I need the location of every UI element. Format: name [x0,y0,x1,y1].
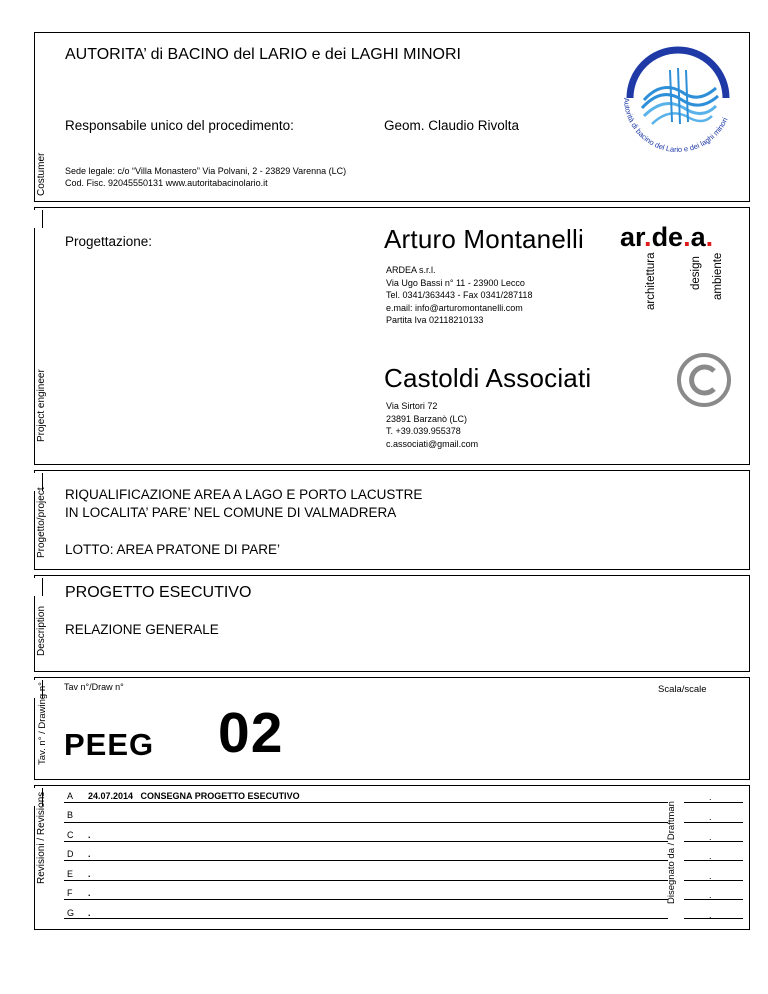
revisions-side-label: Revisioni / Revisions [36,791,47,884]
firm1-line: Tel. 0341/363443 - Fax 0341/287118 [386,290,533,300]
revision-letter: F [67,888,73,898]
project-lot: LOTTO: AREA PRATONE DI PARE’ [65,542,281,557]
ardea-logo-ar: ar [620,222,645,252]
svg-text:Autorità di bacino del Lario e [622,98,730,154]
description-side-label: Description [36,605,47,656]
drafter-label: Disegnato da / Draftman [666,801,677,904]
revision-description: 24.07.2014 CONSEGNA PROGETTO ESECUTIVO [88,791,300,801]
revisions-panel [34,785,750,930]
scale-label: Scala/scale [658,684,707,695]
customer-address-1: Sede legale: c/o “Villa Monastero” Via Polvani, 2 - 23829 Varenna (LC) [65,166,347,176]
revision-letter: G [67,908,75,918]
firm1-details [386,264,532,327]
ardea-word-architettura: architettura [645,252,657,310]
firm2-name: Castoldi Associati [384,363,592,393]
firm2-line: 23891 Barzanò (LC) [386,413,468,424]
revision-drafter-line [684,802,743,803]
revision-drafter-line [684,880,743,881]
revision-letter: A [67,791,74,801]
revision-line [64,899,668,900]
ardea-word-design: design [690,256,702,290]
design-label: Progettazione: [65,234,153,249]
revision-description: . [88,888,91,898]
description-title: PROGETTO ESECUTIVO [65,584,252,601]
revision-description: . [88,869,91,879]
project-engineer-side-label: Project engineer [36,369,47,442]
panel-notch [34,578,43,596]
drawing-code: PEEG [64,727,155,762]
revision-letter: B [67,810,74,820]
firm1-line: e.mail: info@arturomontanelli.com [386,302,523,313]
revision-drafter: . [709,832,712,842]
firm1-line: Partita Iva 02118210133 [386,315,484,325]
revision-drafter-line [684,822,743,823]
revision-line [64,802,668,803]
revision-letter: E [67,869,74,879]
revision-drafter-line [684,918,743,919]
firm1-line: ARDEA s.r.l. [386,265,436,275]
revision-drafter: . [709,910,712,920]
revision-letter: D [67,849,74,859]
description-subtitle: RELAZIONE GENERALE [65,622,219,637]
rup-name: Geom. Claudio Rivolta [384,118,520,133]
ardea-logo-dot-2: . [683,222,691,252]
authority-logo-text: Autorità di bacino del Lario e dei laghi minori [621,97,730,155]
project-side-label: Progetto/project [36,487,47,558]
firm1-line: Via Ugo Bassi n° 11 - 23900 Lecco [386,277,525,288]
firm2-line: Via Sirtori 72 [386,401,438,411]
revision-line [64,880,668,881]
revision-description: . [88,830,91,840]
revision-letter: C [67,830,74,840]
customer-side-label: Costumer [36,152,47,196]
revision-drafter-line [684,899,743,900]
ardea-logo [620,222,713,253]
project-title-line-2: IN LOCALITA’ PARE’ NEL COMUNE DI VALMADRERA [65,505,397,520]
panel-notch [34,210,43,228]
revision-description: . [88,849,91,859]
customer-title: AUTORITA’ di BACINO del LARIO e dei LAGHI MINORI [65,46,461,63]
firm1-name: Arturo Montanelli [384,224,584,254]
firm2-line: c.associati@gmail.com [386,438,479,449]
revision-drafter: . [709,871,712,881]
firm2-details [386,400,478,450]
rup-label: Responsabile unico del procedimento: [65,118,294,133]
customer-address-2: Cod. Fisc. 92045550131 www.autoritabacinolario.it [65,178,268,188]
drawing-side-label: Tav. n° / Drawing n° [37,682,48,765]
revision-drafter-line [684,860,743,861]
revision-drafter: . [709,812,712,822]
revision-drafter: . [709,851,712,861]
drawing-number: 02 [218,701,284,765]
ardea-logo-de: de [651,222,684,252]
copyright-logo [676,352,732,408]
revision-drafter-line [684,841,743,842]
revision-line [64,918,668,919]
project-title-line-1: RIQUALIFICAZIONE AREA A LAGO E PORTO LACUSTRE [65,487,423,502]
ardea-logo-a: a [690,222,706,252]
ardea-logo-dot-1: . [644,222,652,252]
revision-drafter: . [709,792,712,802]
ardea-logo-dot-3: . [705,222,714,252]
firm2-line: T. +39.039.955378 [386,426,461,436]
authority-logo [612,40,744,158]
tav-label: Tav n°/Draw n° [64,682,124,692]
revision-line [64,822,668,823]
ardea-word-ambiente: ambiente [712,252,724,300]
revision-line [64,860,668,861]
revision-description: . [88,908,91,918]
revision-drafter: . [709,890,712,900]
revision-line [64,841,668,842]
